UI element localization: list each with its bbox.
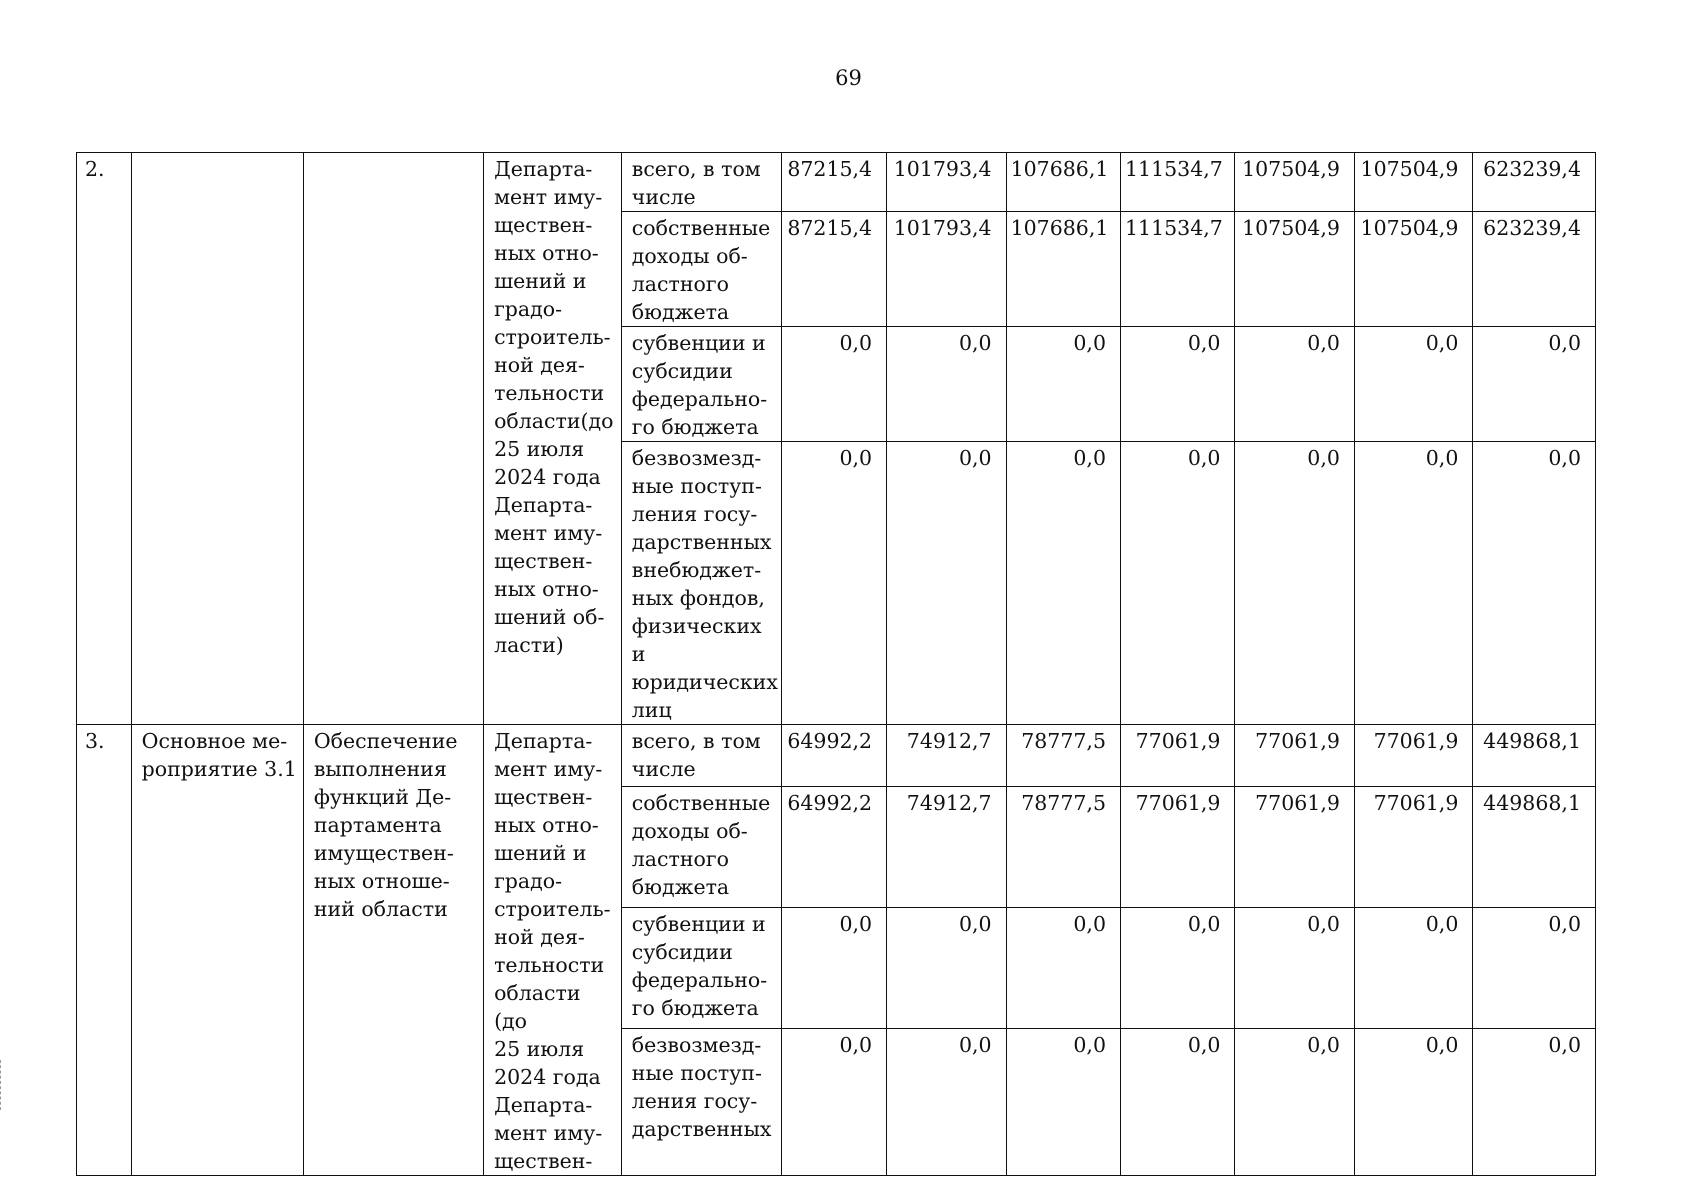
total-value-cell: 623239,4 bbox=[1473, 153, 1596, 212]
value-cell: 0,0 bbox=[781, 907, 886, 1028]
value-cell: 107504,9 bbox=[1235, 153, 1354, 212]
value-cell: 0,0 bbox=[1121, 907, 1235, 1028]
total-value-cell: 449868,1 bbox=[1473, 725, 1596, 787]
value-cell: 0,0 bbox=[1354, 327, 1472, 442]
funding-source-cell: собственные доходы об- ластного бюджета bbox=[621, 212, 781, 327]
funding-source-cell: субвенции и субсидии федерально- го бюджета bbox=[621, 907, 781, 1028]
funding-source-cell: безвозмезд- ные поступ- ления госу- дарственных внебюджет- ных фондов, физических и юридических лиц bbox=[621, 442, 781, 725]
total-value-cell: 0,0 bbox=[1473, 327, 1596, 442]
value-cell: 0,0 bbox=[1121, 442, 1235, 725]
table-row bbox=[77, 153, 1596, 212]
scan-edge-marks bbox=[0, 1060, 5, 1110]
value-cell: 107504,9 bbox=[1235, 212, 1354, 327]
total-value-cell: 449868,1 bbox=[1473, 787, 1596, 908]
event-cell bbox=[131, 153, 303, 725]
value-cell: 0,0 bbox=[1354, 907, 1472, 1028]
value-cell: 0,0 bbox=[887, 1028, 1006, 1175]
value-cell: 77061,9 bbox=[1235, 787, 1354, 908]
value-cell: 0,0 bbox=[1354, 442, 1472, 725]
event-cell: Основное ме- роприятие 3.1 bbox=[131, 725, 303, 1176]
funding-source-cell: собственные доходы об- ластного бюджета bbox=[621, 787, 781, 908]
funding-source-cell: всего, в том числе bbox=[621, 725, 781, 787]
executor-cell: Департа- мент иму- ществен- ных отно- шений и градо- строитель- ной дея- тельности области(до 25 июля 2024 года Департа- мент иму- ществен- ных отно- шений об- ласти) bbox=[484, 153, 622, 725]
total-value-cell: 623239,4 bbox=[1473, 212, 1596, 327]
value-cell: 0,0 bbox=[887, 442, 1006, 725]
value-cell: 107504,9 bbox=[1354, 153, 1472, 212]
value-cell: 78777,5 bbox=[1006, 787, 1120, 908]
value-cell: 101793,4 bbox=[887, 153, 1006, 212]
funding-source-cell: всего, в том числе bbox=[621, 153, 781, 212]
value-cell: 74912,7 bbox=[887, 787, 1006, 908]
funding-source-cell: безвозмезд- ные поступ- ления госу- дарственных bbox=[621, 1028, 781, 1175]
executor-cell: Департа- мент иму- ществен- ных отно- шений и градо- строитель- ной дея- тельности области (до 25 июля 2024 года Департа- мент иму- ществен- bbox=[484, 725, 622, 1176]
value-cell: 0,0 bbox=[1235, 327, 1354, 442]
page-number: 69 bbox=[835, 66, 862, 90]
value-cell: 0,0 bbox=[1121, 327, 1235, 442]
value-cell: 77061,9 bbox=[1121, 787, 1235, 908]
value-cell: 111534,7 bbox=[1121, 212, 1235, 327]
event-name-cell: Обеспечение выполнения функций Де- партамента имуществен- ных отноше- ний области bbox=[303, 725, 483, 1176]
value-cell: 78777,5 bbox=[1006, 725, 1120, 787]
value-cell: 77061,9 bbox=[1354, 725, 1472, 787]
value-cell: 107686,1 bbox=[1006, 153, 1120, 212]
value-cell: 77061,9 bbox=[1121, 725, 1235, 787]
total-value-cell: 0,0 bbox=[1473, 907, 1596, 1028]
value-cell: 77061,9 bbox=[1354, 787, 1472, 908]
total-value-cell: 0,0 bbox=[1473, 442, 1596, 725]
value-cell: 0,0 bbox=[1121, 1028, 1235, 1175]
value-cell: 87215,4 bbox=[781, 153, 886, 212]
value-cell: 0,0 bbox=[781, 327, 886, 442]
value-cell: 64992,2 bbox=[781, 787, 886, 908]
value-cell: 101793,4 bbox=[887, 212, 1006, 327]
row-number-cell: 2. bbox=[77, 153, 132, 725]
row-number-cell: 3. bbox=[77, 725, 132, 1176]
value-cell: 0,0 bbox=[781, 1028, 886, 1175]
value-cell: 0,0 bbox=[1006, 327, 1120, 442]
value-cell: 0,0 bbox=[1006, 1028, 1120, 1175]
value-cell: 0,0 bbox=[887, 907, 1006, 1028]
total-value-cell: 0,0 bbox=[1473, 1028, 1596, 1175]
value-cell: 0,0 bbox=[1235, 907, 1354, 1028]
value-cell: 0,0 bbox=[1235, 442, 1354, 725]
value-cell: 0,0 bbox=[1006, 907, 1120, 1028]
value-cell: 0,0 bbox=[1354, 1028, 1472, 1175]
event-name-cell bbox=[303, 153, 483, 725]
value-cell: 87215,4 bbox=[781, 212, 886, 327]
value-cell: 111534,7 bbox=[1121, 153, 1235, 212]
value-cell: 107686,1 bbox=[1006, 212, 1120, 327]
value-cell: 0,0 bbox=[887, 327, 1006, 442]
value-cell: 77061,9 bbox=[1235, 725, 1354, 787]
value-cell: 0,0 bbox=[1006, 442, 1120, 725]
funding-source-cell: субвенции и субсидии федерально- го бюджета bbox=[621, 327, 781, 442]
value-cell: 107504,9 bbox=[1354, 212, 1472, 327]
value-cell: 64992,2 bbox=[781, 725, 886, 787]
table-row bbox=[77, 725, 1596, 787]
value-cell: 0,0 bbox=[781, 442, 886, 725]
value-cell: 0,0 bbox=[1235, 1028, 1354, 1175]
value-cell: 74912,7 bbox=[887, 725, 1006, 787]
budget-table bbox=[76, 152, 1596, 1176]
